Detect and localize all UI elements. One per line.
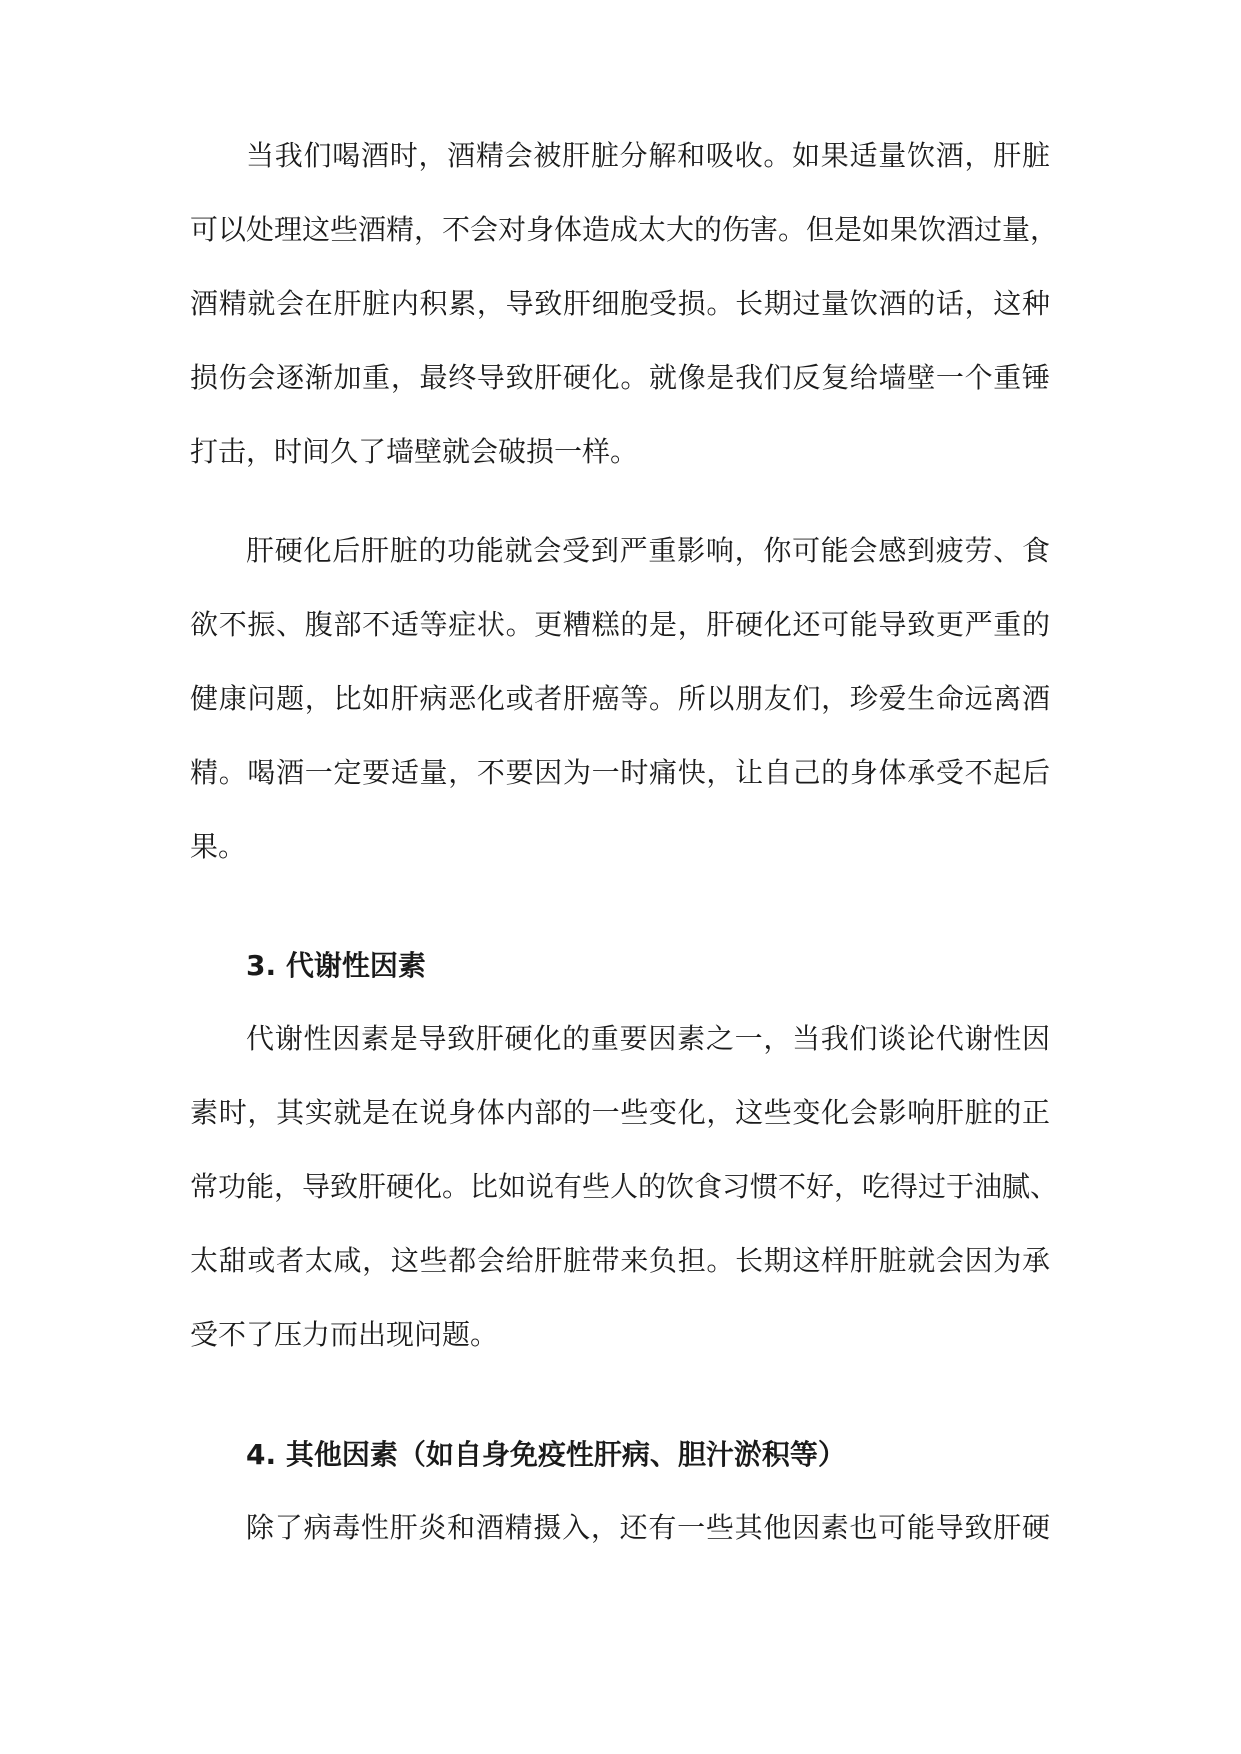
paragraph-4-line-1: 除了病毒性肝炎和酒精摄入，还有一些其他因素也可能导致肝硬 bbox=[246, 1511, 1050, 1544]
paragraph-3-line-1: 代谢性因素是导致肝硬化的重要因素之一，当我们谈论代谢性因 bbox=[246, 1022, 1050, 1055]
paragraph-2-line-2: 欲不振、腹部不适等症状。更糟糕的是，肝硬化还可能导致更严重的 bbox=[190, 608, 1050, 641]
paragraph-2-line-4: 精。喝酒一定要适量，不要因为一时痛快，让自己的身体承受不起后 bbox=[190, 756, 1050, 789]
paragraph-2-line-1: 肝硬化后肝脏的功能就会受到严重影响，你可能会感到疲劳、食 bbox=[246, 534, 1050, 567]
section-heading-4: 4. 其他因素（如自身免疫性肝病、胆汁淤积等） bbox=[246, 1438, 846, 1471]
paragraph-1-line-3: 酒精就会在肝脏内积累，导致肝细胞受损。长期过量饮酒的话，这种 bbox=[190, 287, 1050, 320]
paragraph-1-line-5: 打击，时间久了墙壁就会破损一样。 bbox=[190, 435, 639, 468]
paragraph-3-line-4: 太甜或者太咸，这些都会给肝脏带来负担。长期这样肝脏就会因为承 bbox=[190, 1244, 1050, 1277]
paragraph-2-line-5: 果。 bbox=[190, 830, 247, 863]
paragraph-1-line-2: 可以处理这些酒精，不会对身体造成太大的伤害。但是如果饮酒过量， bbox=[190, 213, 1059, 246]
paragraph-3-line-2: 素时，其实就是在说身体内部的一些变化，这些变化会影响肝脏的正 bbox=[190, 1096, 1050, 1129]
paragraph-2-line-3: 健康问题，比如肝病恶化或者肝癌等。所以朋友们，珍爱生命远离酒 bbox=[190, 682, 1050, 715]
paragraph-1-line-1: 当我们喝酒时，酒精会被肝脏分解和吸收。如果适量饮酒，肝脏 bbox=[246, 139, 1050, 172]
section-heading-3: 3. 代谢性因素 bbox=[246, 949, 426, 982]
paragraph-3-line-3: 常功能，导致肝硬化。比如说有些人的饮食习惯不好，吃得过于油腻、 bbox=[190, 1170, 1059, 1203]
paragraph-3-line-5: 受不了压力而出现问题。 bbox=[190, 1318, 499, 1351]
paragraph-1-line-4: 损伤会逐渐加重，最终导致肝硬化。就像是我们反复给墙壁一个重锤 bbox=[190, 361, 1050, 394]
